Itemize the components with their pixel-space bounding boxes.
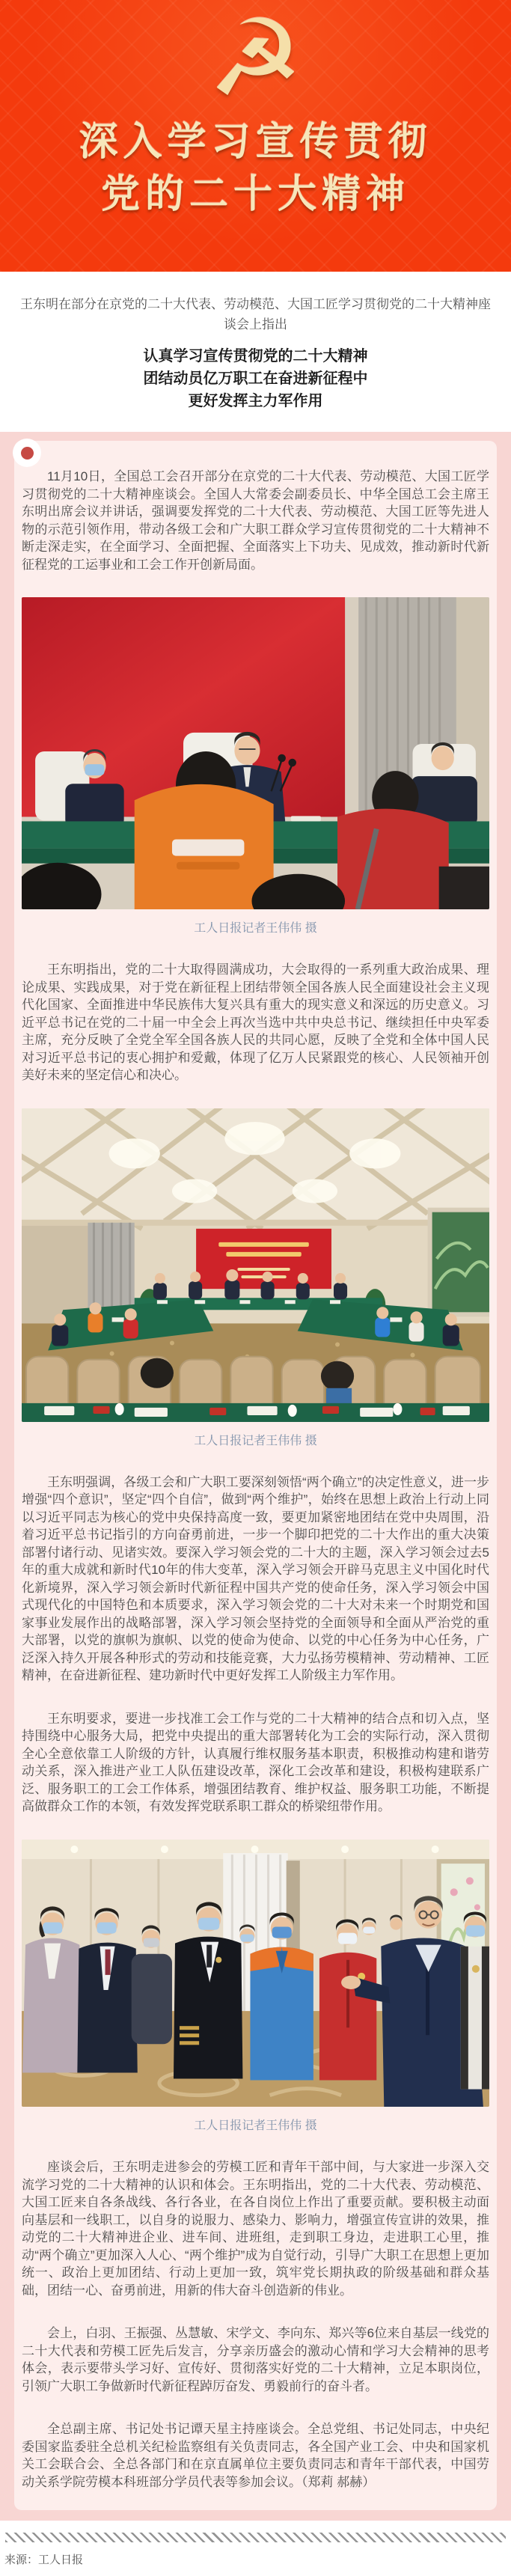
figure-meeting-closeup bbox=[22, 597, 489, 936]
headline-line: 团结动员亿万职工在奋进新征程中 bbox=[143, 370, 368, 387]
article-dateline: 王东明在部分在京党的二十大代表、劳动模范、大国工匠学习贯彻党的二十大精神座谈会上指出 bbox=[20, 297, 491, 332]
banner bbox=[0, 0, 511, 272]
footer bbox=[0, 2521, 511, 2576]
red-dot-icon bbox=[21, 447, 34, 460]
photo-group-exchange bbox=[22, 1840, 489, 2108]
photo-caption: 工人日报记者王伟伟 摄 bbox=[194, 2119, 317, 2133]
photo-meeting-closeup bbox=[22, 597, 489, 909]
hatched-divider bbox=[5, 2533, 506, 2542]
paragraph: 座谈会后，王东明走进参会的劳模工匠和青年干部中间，与大家进一步深入交流学习党的二十大精神的认识和体会。王东明指出，党的二十大代表、劳动模范、大国工匠来自各条战线、各行各业，在各自岗位上作出了重要贡献。要积极主动面向基层和一线职工，以自身的说服力、感染力、影响力，增强宣传宣讲的效果，推动党的二十大精神进企业、进车间、进班组，走到职工身边，走进职工心里，推动“两个确立”更加深入人心、“两个维护”成为自觉行动，引导广大职工在思想上更加统一、政治上更加团结、行动上更加一致，筑牢党长期执政的阶级基础和群众基础，团结一心、奋勇前进，用新的伟大奋斗创造新的伟业。 bbox=[22, 2160, 489, 2298]
paragraph: 11月10日，全国总工会召开部分在京党的二十大代表、劳动模范、大国工匠学习贯彻党的二十大精神座谈会。全国人大常委会副委员长、中华全国总工会主席王东明出席会议并讲话，强调要发挥党的二十大代表、劳动模范、大国工匠等先进人物的示范引领作用，带动各级工会和广大职工群众学习宣传贯彻党的二十大精神不断走深走实，在全面学习、全面把握、全面落实上下功夫、见成效，推动新时代新征程党的工运事业和工会工作开创新局面。 bbox=[22, 469, 489, 572]
paragraph: 全总副主席、书记处书记谭天星主持座谈会。全总党组、书记处同志，中央纪委国家监委驻全总机关纪检监察组有关负责同志，各全国产业工会、中央和国家机关工会联合会、全总各部门和在京直属单位主要负责同志和青年干部代表，中国劳动关系学院劳模本科班部分学员代表等参加会议。（郑莉 郝赫） bbox=[22, 2422, 489, 2489]
article-card bbox=[14, 441, 497, 2510]
corner-badge bbox=[13, 439, 41, 467]
headline-line: 认真学习宣传贯彻党的二十大精神 bbox=[143, 348, 368, 364]
paragraph: 王东明指出，党的二十大取得圆满成功，大会取得的一系列重大政治成果、理论成果、实践成果，对于党在新征程上团结带领全国各族人民全面建设社会主义现代化国家、全面推进中华民族伟大复兴具有重大的现实意义和深远的历史意义。习近平总书记在党的二十届一中全会上再次当选中共中央总书记、继续担任中央军委主席，充分反映了全党全军全国各族人民的共同心愿，反映了全党和全体中国人民对习近平总书记的衷心拥护和爱戴，体现了亿万人民紧跟党的核心、人民领袖开创美好未来的坚定信心和决心。 bbox=[22, 962, 489, 1082]
paragraph: 王东明要求，要进一步找准工会工作与党的二十大精神的结合点和切入点，坚持围绕中心服务大局，把党中央提出的重大部署转化为工会的实际行动，深入贯彻全心全意依靠工人阶级的方针，认真履行维权服务基本职责，积极推动构建和谐劳动关系，深入推进产业工人队伍建设改革，深化工会改革和建设，积极构建联系广泛、服务职工的工会工作体系，增强团结教育、维护权益、服务职工功能，不断提高做群众工作的本领，有效发挥党联系职工群众的桥梁纽带作用。 bbox=[22, 1711, 489, 1813]
article-headline bbox=[16, 345, 495, 412]
photo-caption: 工人日报记者王伟伟 摄 bbox=[194, 922, 317, 935]
paragraph: 王东明强调，各级工会和广大职工要深刻领悟“两个确立”的决定性意义，进一步增强“四个意识”，坚定“四个自信”，做到“两个维护”，始终在思想上政治上行动上同以习近平同志为核心的党中央保持高度一致，要更加紧密地团结在党中央周围，沿着习近平总书记指引的方向奋勇前进，一步一个脚印把党的二十大作出的重大决策部署付诸行动、见诸实效。要深入学习领会党的二十大的主题，深入学习领会过去5年的重大成就和新时代10年的伟大变革，深入学习领会开辟马克思主义中国化时代化新境界，深入学习领会新时代新征程中国共产党的使命任务，深入学习领会中国式现代化的中国特色和本质要求，深入学习领会党的二十大对未来一个时期党和国家事业发展作出的战略部署，深入学习领会坚持党的全面领导和全面从严治党的重大部署，以党的旗帜为旗帜、以党的使命为使命、以党的中心任务为中心任务，广泛深入持久开展各种形式的劳动和技能竞赛，大力弘扬劳模精神、劳动精神、工匠精神，在奋进新征程、建功新时代中更好发挥工人阶级主力军作用。 bbox=[22, 1474, 489, 1682]
article-header bbox=[0, 272, 511, 432]
banner-title-line2: 党的二十大精神 bbox=[100, 174, 410, 216]
banner-title-line1: 深入学习宣传贯彻 bbox=[79, 121, 432, 164]
figure-group-exchange bbox=[22, 1840, 489, 2134]
figure-conference-hall bbox=[22, 1108, 489, 1448]
paragraph: 会上，白羽、王振强、丛慧敏、宋学文、李向东、郑兴等6位来自基层一线党的二十大代表和劳模工匠先后发言，分享亲历盛会的激动心情和学习大会精神的思考体会，表示要带头学习好、宣传好、贯彻落实好党的二十大精神，立足本职岗位，引领广大职工争做新时代新征程踔厉奋发、勇毅前行的奋斗者。 bbox=[22, 2326, 489, 2393]
headline-line: 更好发挥主力军作用 bbox=[188, 393, 323, 409]
photo-conference-hall bbox=[22, 1108, 489, 1422]
photo-caption: 工人日报记者王伟伟 摄 bbox=[194, 1434, 317, 1447]
article-background bbox=[0, 432, 511, 2521]
source-label: 来源：工人日报 bbox=[4, 2554, 84, 2567]
hammer-sickle-icon: ☭ bbox=[207, 0, 304, 120]
